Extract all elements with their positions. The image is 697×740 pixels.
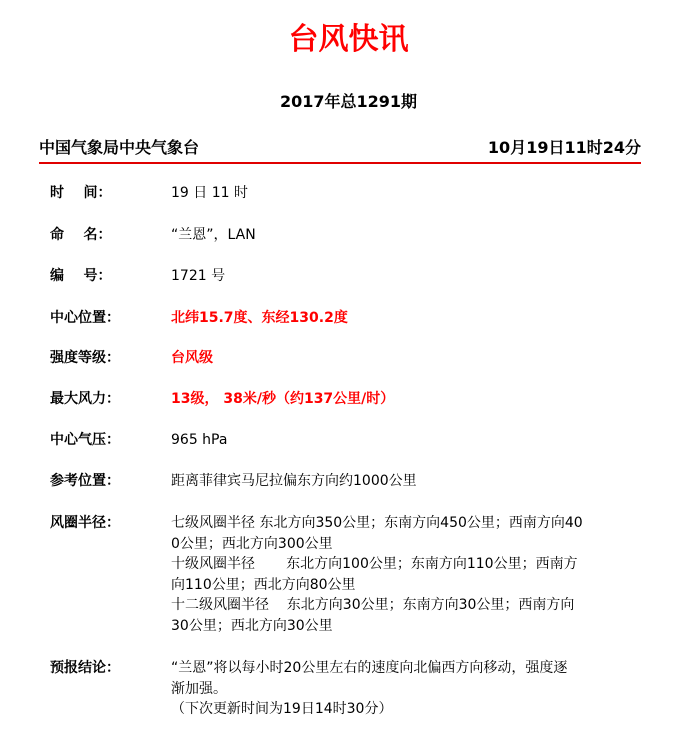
field-label: 编 号： (50, 268, 112, 284)
field-value: “兰恩”，LAN (171, 227, 256, 243)
field-label: 风圈半径： (50, 515, 120, 531)
field-label: 时 间： (50, 185, 112, 201)
field-value: 19 日 11 时 (171, 185, 248, 201)
field-label: 参考位置： (50, 473, 120, 489)
field-label: 预报结论： (50, 660, 120, 676)
field-value (171, 513, 631, 636)
wind-radius-line: 30公里；西北方向30公里 (171, 617, 333, 634)
wind-radius-line: 0公里；西北方向300公里 (171, 535, 333, 552)
wind-radius-line: 十级风圈半径 东北方向100公里；东南方向110公里；西南方 (171, 556, 578, 572)
field-label: 中心气压： (50, 432, 120, 448)
field-number (50, 266, 640, 287)
bulletin-header (39, 132, 641, 160)
header-divider (39, 162, 641, 164)
field-center-position (50, 308, 640, 329)
field-value: 北纬15.7度、东经130.2度 (171, 310, 348, 326)
field-center-pressure (50, 430, 640, 451)
field-max-wind (50, 389, 640, 410)
field-value: 13级， 38米/秒（约137公里/时） (171, 391, 395, 407)
issue-datetime: 10月19日11时24分 (487, 137, 641, 157)
field-value: 1721 号 (171, 268, 226, 284)
field-reference-position (50, 471, 640, 492)
field-label: 命 名： (50, 227, 112, 243)
forecast-line: “兰恩”将以每小时20公里左右的速度向北偏西方向移动，强度逐 (171, 660, 568, 676)
wind-radius-line: 十二级风圈半径 东北方向30公里；东南方向30公里；西南方向 (171, 597, 575, 613)
field-value: 965 hPa (171, 432, 228, 448)
agency-name: 中国气象局中央气象台 (39, 137, 200, 157)
field-name (50, 225, 640, 246)
field-time (50, 183, 640, 204)
field-forecast (50, 658, 640, 720)
forecast-line: （下次更新时间为19日14时30分） (171, 701, 393, 717)
field-label: 最大风力： (50, 391, 120, 407)
wind-radius-line: 七级风圈半径 东北方向350公里；东南方向450公里；西南方向40 (171, 515, 583, 531)
field-label: 强度等级： (50, 350, 120, 366)
field-value: 台风级 (171, 350, 213, 366)
field-value: 距离菲律宾马尼拉偏东方向约1000公里 (171, 473, 417, 489)
field-label: 中心位置： (50, 310, 120, 326)
field-value (171, 658, 631, 720)
field-intensity (50, 348, 640, 369)
forecast-line: 渐加强。 (171, 680, 227, 697)
issue-number: 2017年总1291期 (279, 92, 418, 111)
field-wind-radius (50, 513, 640, 636)
wind-radius-line: 向110公里；西北方向80公里 (171, 576, 356, 593)
bulletin-title: 台风快讯 (288, 22, 409, 57)
